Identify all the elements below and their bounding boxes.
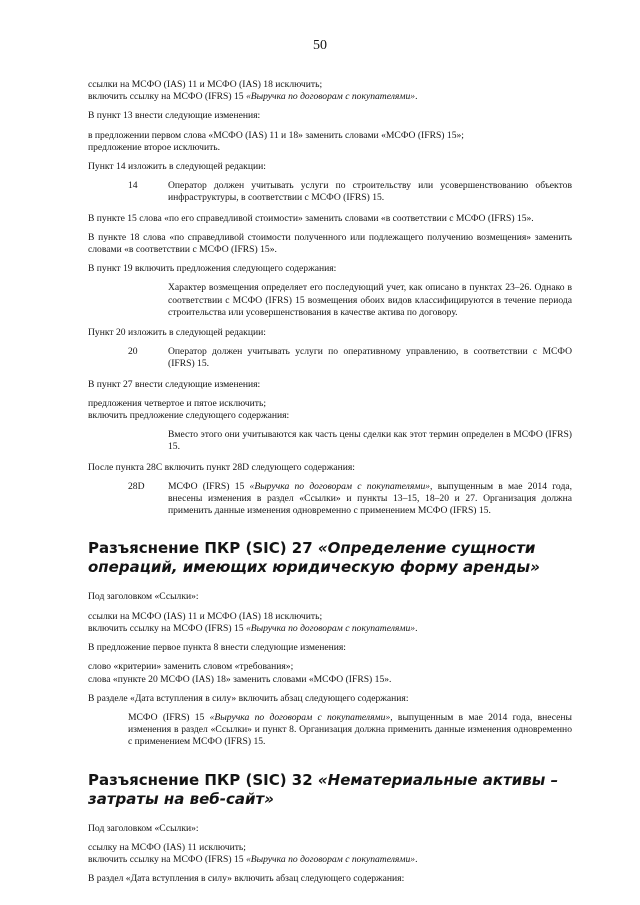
text-run: включить ссылку на МСФО (IFRS) 15 xyxy=(88,622,246,634)
page-number: 50 xyxy=(313,38,327,53)
paragraph: В пункт 19 включить предложения следующего содержания: xyxy=(88,263,337,275)
paragraph-number: 20 xyxy=(128,346,138,358)
text-line: ссылки на МСФО (IAS) 11 и МСФО (IAS) 18 исключить; xyxy=(88,79,323,90)
page-content xyxy=(88,79,572,892)
paragraph-text: Оператор должен учитывать услуги по оперативному управлению, в соответствии с МСФО (IFRS) 15. xyxy=(168,346,572,370)
section-heading xyxy=(88,771,572,809)
text-line: ссылки на МСФО (IAS) 11 и МСФО (IAS) 18 исключить; xyxy=(88,610,323,622)
paragraph xyxy=(88,398,572,422)
text-run: включить ссылку на МСФО (IFRS) 15 xyxy=(88,853,246,865)
paragraph xyxy=(88,79,572,103)
text-line xyxy=(88,623,572,635)
text-run: . xyxy=(415,622,418,634)
paragraph-text xyxy=(168,481,572,518)
text-line xyxy=(88,91,572,103)
text-run: МСФО (IFRS) 15 xyxy=(128,711,210,723)
paragraph: В предложение первое пункта 8 внести следующие изменения: xyxy=(88,642,346,654)
text-line: слова «пункте 20 МСФО (IAS) 18» заменить словами «МСФО (IFRS) 15». xyxy=(88,673,392,685)
text-run: . xyxy=(415,91,418,103)
paragraph: В пункт 27 внести следующие изменения: xyxy=(88,378,261,390)
italic-title: «Выручка по договорам с покупателями» xyxy=(245,622,416,634)
paragraph: В пункте 18 слова «по справедливой стоимости полученного или подлежащего получению возмещения» заменить словами «в соответствии с МСФО (IFRS) 15». xyxy=(88,231,572,256)
paragraph xyxy=(88,842,572,866)
italic-title: «Выручка по договорам с покупателями» xyxy=(245,91,416,103)
paragraph: После пункта 28С включить пункт 28D следующего содержания: xyxy=(88,461,355,473)
text-run: . xyxy=(415,853,418,865)
heading-prefix: Разъяснение ПКР (SIC) 27 xyxy=(88,539,318,558)
paragraph: В раздел «Дата вступления в силу» включить абзац следующего содержания: xyxy=(88,873,405,885)
quoted-paragraph: Характер возмещения определяет его последующий учет, как описано в пунктах 23–26. Однако в соответствии с МСФО (IFRS) 15 возмещения обоих видов классифицируются в течение периода строительства или усовершенствования в качестве актива по договору. xyxy=(168,282,572,318)
italic-title: «Выручка по договорам с покупателями» xyxy=(245,853,416,865)
paragraph: В пункте 15 слова «по его справедливой стоимости» заменить словами «в соответствии с МСФО (IFRS) 15». xyxy=(88,212,534,224)
numbered-paragraph xyxy=(88,346,572,370)
text-line: в предложении первом слова «МСФО (IAS) 11 и 18» заменить словами «МСФО (IFRS) 15»; xyxy=(88,129,464,141)
numbered-paragraph xyxy=(88,180,572,204)
italic-title: «Выручка по договорам с покупателями» xyxy=(209,711,391,723)
text-run: , выпущенным в мае 2014 года, внесены изменения в раздел «Ссылки» и пункты 13–15, 18–20 и 27. Организация должна применить данные изменения одновременно с применением МСФО (IFRS) 15. xyxy=(168,480,572,517)
section-heading xyxy=(88,539,572,577)
paragraph-text: Оператор должен учитывать услуги по строительству или усовершенствованию объектов инфраструктуры, в соответствии с МСФО (IFRS) 15. xyxy=(168,180,572,204)
text-line: слово «критерии» заменить словом «требования»; xyxy=(88,661,294,673)
paragraph: Пункт 14 изложить в следующей редакции: xyxy=(88,161,266,173)
heading-title: «Определение сущности операций, имеющих юридическую форму аренды» xyxy=(88,539,540,577)
text-run: , выпущенным в мае 2014 года, внесены изменения в раздел «Ссылки» и пункт 8. Организация должна применить данные изменения одновременно с применением МСФО (IFRS) 15. xyxy=(128,711,573,748)
text-line: включить предложение следующего содержания: xyxy=(88,410,290,422)
paragraph: Под заголовком «Ссылки»: xyxy=(88,822,199,834)
text-line: предложения четвертое и пятое исключить; xyxy=(88,397,266,409)
paragraph: В разделе «Дата вступления в силу» включить абзац следующего содержания: xyxy=(88,692,409,704)
quoted-paragraph: Вместо этого они учитываются как часть цены сделки как этот термин определен в МСФО (IFRS) 15. xyxy=(168,429,572,453)
heading-prefix: Разъяснение ПКР (SIC) 32 xyxy=(88,770,318,789)
paragraph: В пункт 13 внести следующие изменения: xyxy=(88,110,261,122)
paragraph-number: 14 xyxy=(128,180,138,192)
quoted-paragraph xyxy=(88,712,572,749)
paragraph-number: 28D xyxy=(128,480,145,492)
numbered-paragraph xyxy=(88,481,572,518)
paragraph: Под заголовком «Ссылки»: xyxy=(88,591,199,603)
paragraph xyxy=(88,661,572,685)
heading-title: «Нематериальные активы – затраты на веб-сайт» xyxy=(88,770,559,808)
text-line: ссылку на МСФО (IAS) 11 исключить; xyxy=(88,841,246,853)
text-run: МСФО (IFRS) 15 xyxy=(168,480,250,492)
paragraph xyxy=(88,611,572,635)
text-line xyxy=(88,854,572,866)
paragraph xyxy=(88,130,572,154)
text-run: включить ссылку на МСФО (IFRS) 15 xyxy=(88,91,246,103)
text-line: предложение второе исключить. xyxy=(88,141,221,153)
italic-title: «Выручка по договорам с покупателями» xyxy=(249,480,431,492)
paragraph: Пункт 20 изложить в следующей редакции: xyxy=(88,327,266,339)
